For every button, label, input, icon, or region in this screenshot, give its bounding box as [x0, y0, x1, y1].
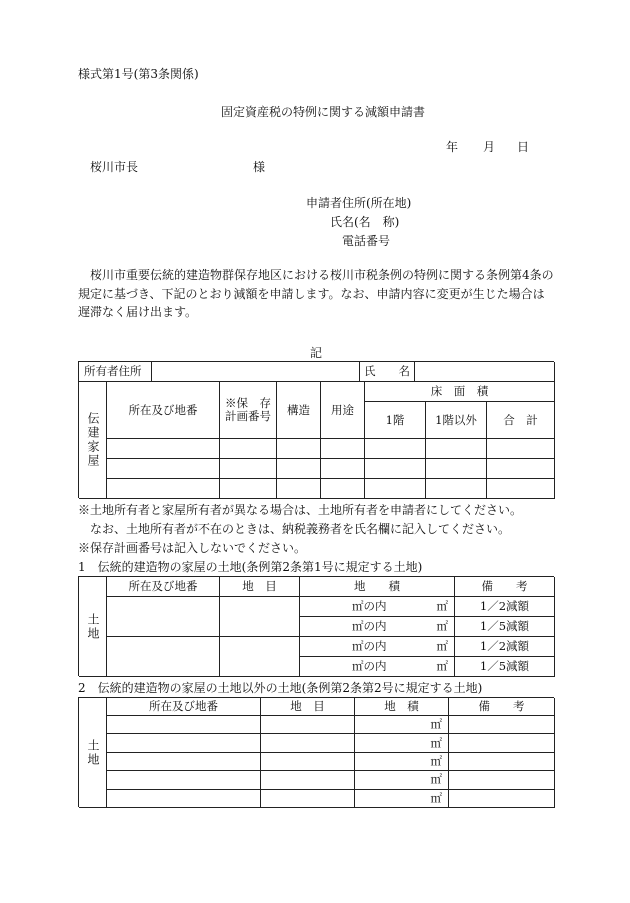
- addressee: 桜川市長: [90, 160, 139, 174]
- date-day-label: 日: [517, 140, 530, 154]
- land2-area-cell[interactable]: ㎡: [355, 771, 449, 789]
- house-row-plan[interactable]: [220, 439, 277, 459]
- house-side-label: 伝建家屋: [79, 382, 107, 499]
- house-row-1f[interactable]: [365, 439, 426, 459]
- application-statement: 桜川市重要伝統的建造物群保存地区における桜川市税条例の特例に関する条例第4条の規定に基づき、下記のとおり減額を申請します。なお、申請内容に変更が生じた場合は遅滞なく届け出ます。: [78, 268, 554, 319]
- land1-category-cell[interactable]: [220, 637, 300, 677]
- land2-category-cell[interactable]: [261, 753, 355, 771]
- applicant-phone-label: 電話番号: [342, 234, 391, 248]
- house-row-use[interactable]: [321, 479, 365, 499]
- house-row-structure[interactable]: [277, 479, 321, 499]
- note-1: ※土地所有者と家屋所有者が異なる場合は、土地所有者を申請者にしてください。: [78, 503, 523, 517]
- land2-col-category: 地 目: [261, 698, 355, 716]
- land1-remark-cell: 1／2減額: [455, 597, 555, 617]
- land1-remark-cell: 1／2減額: [455, 637, 555, 657]
- land2-heading: 2 伝統的建造物の家屋の土地以外の土地(条例第2条第2号に規定する土地): [78, 681, 483, 695]
- land2-col-area: 地 積: [355, 698, 449, 716]
- house-row-total[interactable]: [487, 479, 555, 499]
- land2-col-location: 所在及び地番: [107, 698, 261, 716]
- land1-area-cell[interactable]: ㎡の内 ㎡: [300, 657, 455, 677]
- land2-remark-cell[interactable]: [449, 771, 555, 789]
- land1-table: [78, 576, 554, 676]
- date-year-label: 年: [446, 140, 459, 154]
- applicant-name-label: 氏名(名 称): [330, 215, 400, 229]
- document-title: 固定資産税の特例に関する減額申請書: [221, 105, 426, 119]
- col-floor-other: 1階以外: [426, 402, 487, 439]
- land2-table: [78, 697, 554, 807]
- land1-category-cell[interactable]: [220, 597, 300, 637]
- land1-col-category: 地 目: [220, 577, 300, 597]
- house-row-other[interactable]: [426, 479, 487, 499]
- land2-location-cell[interactable]: [107, 753, 261, 771]
- land1-col-location: 所在及び地番: [107, 577, 220, 597]
- col-floor-area: 床 面 積: [365, 382, 555, 402]
- honorific: 様: [253, 160, 266, 174]
- owner-name-field[interactable]: [415, 362, 555, 382]
- house-table: [78, 361, 554, 498]
- date-month-label: 月: [483, 140, 496, 154]
- land2-location-cell[interactable]: [107, 734, 261, 752]
- land1-area-cell[interactable]: ㎡の内 ㎡: [300, 637, 455, 657]
- house-row-1f[interactable]: [365, 479, 426, 499]
- house-row-location[interactable]: [107, 439, 220, 459]
- col-plan-number: ※保 存 計画番号: [220, 382, 277, 439]
- col-floor-total: 合 計: [487, 402, 555, 439]
- land2-col-remarks: 備 考: [449, 698, 555, 716]
- land2-category-cell[interactable]: [261, 734, 355, 752]
- land2-remark-cell[interactable]: [449, 753, 555, 771]
- land2-side-label: 土地: [79, 698, 107, 808]
- note-2: なお、土地所有者が不在のときは、納税義務者を氏名欄に記入してください。: [90, 522, 511, 536]
- ki-label: 記: [310, 346, 323, 360]
- land2-remark-cell[interactable]: [449, 790, 555, 808]
- land1-area-cell[interactable]: ㎡の内 ㎡: [300, 617, 455, 637]
- land1-remark-cell: 1／5減額: [455, 657, 555, 677]
- house-row-use[interactable]: [321, 439, 365, 459]
- house-row-total[interactable]: [487, 439, 555, 459]
- house-row-structure[interactable]: [277, 439, 321, 459]
- owner-name-label: 氏 名: [360, 362, 415, 382]
- land2-location-cell[interactable]: [107, 716, 261, 734]
- land2-location-cell[interactable]: [107, 790, 261, 808]
- land2-area-cell[interactable]: ㎡: [355, 753, 449, 771]
- note-3: ※保存計画番号は記入しないでください。: [78, 541, 307, 555]
- land1-side-label: 土地: [79, 577, 107, 677]
- col-floor-1f: 1階: [365, 402, 426, 439]
- land1-location-cell[interactable]: [107, 597, 220, 637]
- land2-category-cell[interactable]: [261, 790, 355, 808]
- land1-location-cell[interactable]: [107, 637, 220, 677]
- house-row-other[interactable]: [426, 459, 487, 479]
- house-row-location[interactable]: [107, 459, 220, 479]
- house-row-plan[interactable]: [220, 479, 277, 499]
- land2-area-cell[interactable]: ㎡: [355, 734, 449, 752]
- house-row-structure[interactable]: [277, 459, 321, 479]
- land1-remark-cell: 1／5減額: [455, 617, 555, 637]
- land2-remark-cell[interactable]: [449, 716, 555, 734]
- house-row-1f[interactable]: [365, 459, 426, 479]
- house-row-other[interactable]: [426, 439, 487, 459]
- col-location: 所在及び地番: [107, 382, 220, 439]
- land1-col-area: 地 積: [300, 577, 455, 597]
- land2-category-cell[interactable]: [261, 716, 355, 734]
- land1-area-cell[interactable]: ㎡の内 ㎡: [300, 597, 455, 617]
- land1-heading: 1 伝統的建造物の家屋の土地(条例第2条第1号に規定する土地): [78, 560, 423, 574]
- col-structure: 構造: [277, 382, 321, 439]
- land2-category-cell[interactable]: [261, 771, 355, 789]
- form-number: 様式第1号(第3条関係): [78, 67, 199, 81]
- house-row-plan[interactable]: [220, 459, 277, 479]
- house-row-location[interactable]: [107, 479, 220, 499]
- col-use: 用途: [321, 382, 365, 439]
- house-row-total[interactable]: [487, 459, 555, 479]
- land2-area-cell[interactable]: ㎡: [355, 716, 449, 734]
- applicant-address-label: 申請者住所(所在地): [306, 196, 412, 210]
- house-row-use[interactable]: [321, 459, 365, 479]
- land2-remark-cell[interactable]: [449, 734, 555, 752]
- land2-area-cell[interactable]: ㎡: [355, 790, 449, 808]
- owner-address-label: 所有者住所: [79, 362, 152, 382]
- land2-location-cell[interactable]: [107, 771, 261, 789]
- land1-col-remarks: 備 考: [455, 577, 555, 597]
- owner-address-field[interactable]: [152, 362, 360, 382]
